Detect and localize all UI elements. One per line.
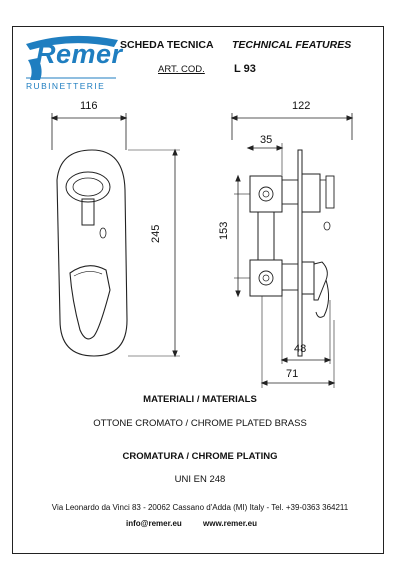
title-italian: SCHEDA TECNICA: [120, 39, 214, 51]
materials-title: MATERIALI / MATERIALS: [143, 394, 257, 405]
footer-web[interactable]: www.remer.eu: [203, 519, 257, 528]
art-code-label: ART. COD.: [158, 64, 205, 75]
side-view: [232, 113, 352, 388]
dim-side-vertical: 153: [218, 221, 230, 240]
footer-address: Via Leonardo da Vinci 83 - 20062 Cassano d'Adda (MI) Italy - Tel. +39-0363 364211: [51, 503, 349, 512]
art-code-value: L 93: [234, 63, 256, 75]
dim-front-width: 116: [80, 100, 98, 112]
dim-side-offset: 35: [260, 134, 273, 146]
materials-value: OTTONE CROMATO / CHROME PLATED BRASS: [93, 418, 307, 429]
brand-name: Remer: [36, 39, 123, 69]
dim-side-depth: 122: [292, 100, 311, 112]
dim-side-total: 71: [286, 368, 299, 380]
brand-tagline: RUBINETTERIE: [26, 81, 106, 91]
dim-front-height: 245: [150, 224, 162, 243]
plating-title: CROMATURA / CHROME PLATING: [122, 451, 278, 462]
plating-value: UNI EN 248: [174, 474, 226, 485]
title-english: TECHNICAL FEATURES: [232, 39, 352, 51]
footer-email[interactable]: info@remer.eu: [126, 519, 182, 528]
dim-side-inner: 48: [294, 343, 307, 355]
